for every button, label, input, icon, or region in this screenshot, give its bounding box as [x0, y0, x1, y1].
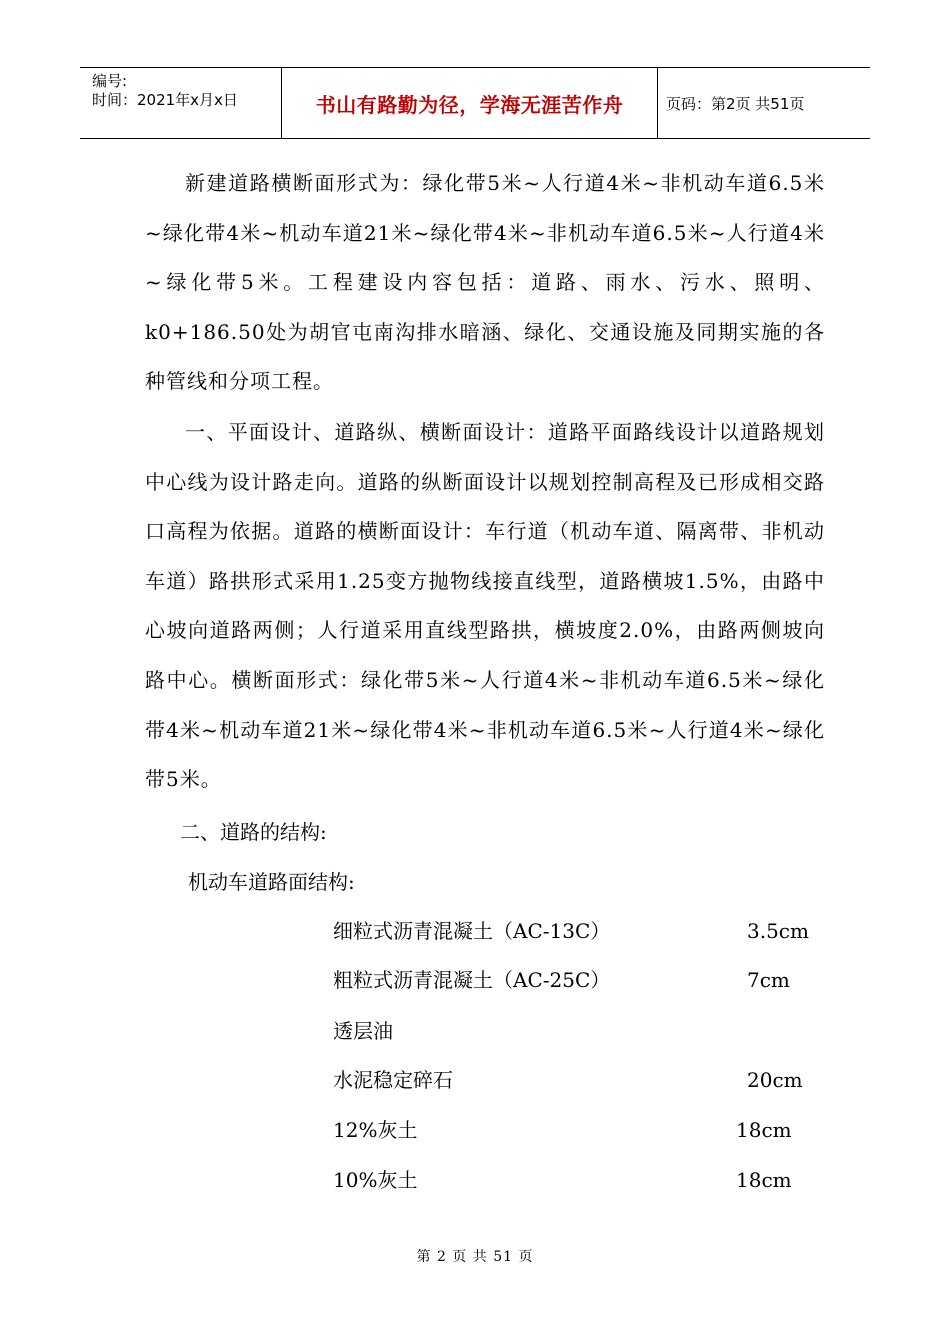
layer-name: 10%灰土 [333, 1168, 418, 1192]
structure-layer-row [333, 1066, 813, 1094]
structure-layer-row [333, 1166, 813, 1194]
layer-name: 水泥稳定碎石 [333, 1068, 453, 1092]
layer-thickness: 20cm [747, 1068, 803, 1092]
layer-thickness: 3.5cm [747, 919, 809, 943]
header-motto: 书山有路勤为径，学海无涯苦作舟 [282, 68, 658, 138]
paragraph-cross-section: 新建道路横断面形式为：绿化带5米~人行道4米~非机动车道6.5米~绿化带4米~机动车道21米~绿化带4米~非机动车道6.5米~人行道4米~绿化带5米。工程建设内容包括：道路、雨水、污水、照明、k0+186.50处为胡官屯南沟排水暗涵、绿化、交通设施及同期实施的各种管线和分项工程。 [145, 171, 825, 394]
structure-layer-row [333, 966, 813, 994]
layer-name: 细粒式沥青混凝土（AC-13C） [333, 919, 611, 943]
layer-thickness: 18cm [736, 1168, 792, 1192]
header-meta [80, 68, 282, 138]
layer-name: 粗粒式沥青混凝土（AC-25C） [333, 968, 611, 992]
page-header [80, 67, 870, 139]
page-footer: 第 2 页 共 51 页 [416, 1249, 534, 1265]
paragraph-design: 一、平面设计、道路纵、横断面设计：道路平面路线设计以道路规划中心线为设计路走向。道路的纵断面设计以规划控制高程及已形成相交路口高程为依据。道路的横断面设计：车行道（机动车道、隔离带、非机动车道）路拱形式采用1.25变方抛物线接直线型，道路横坡1.5%，由路中心坡向道路两侧；人行道采用直线型路拱，横坡度2.0%，由路两侧坡向路中心。横断面形式：绿化带5米~人行道4米~非机动车道6.5米~绿化带4米~机动车道21米~绿化带4米~非机动车道6.5米~人行道4米~绿化带5米。 [145, 420, 825, 792]
structure-title: 机动车道路面结构: [188, 870, 355, 894]
document-number-label: 编号: [92, 72, 128, 90]
layer-thickness: 18cm [736, 1118, 792, 1142]
layer-thickness: 7cm [747, 968, 790, 992]
structure-layer-row [333, 917, 813, 945]
structure-layer-row [333, 1116, 813, 1144]
document-date-label: 时间：2021年x月x日 [92, 91, 238, 109]
layer-name: 透层油 [333, 1019, 393, 1043]
structure-layer-row [333, 1017, 813, 1045]
header-page-info: 页码：第2页 共51页 [666, 94, 805, 113]
layer-name: 12%灰土 [333, 1118, 418, 1142]
section-title-structure: 二、道路的结构: [180, 820, 327, 844]
